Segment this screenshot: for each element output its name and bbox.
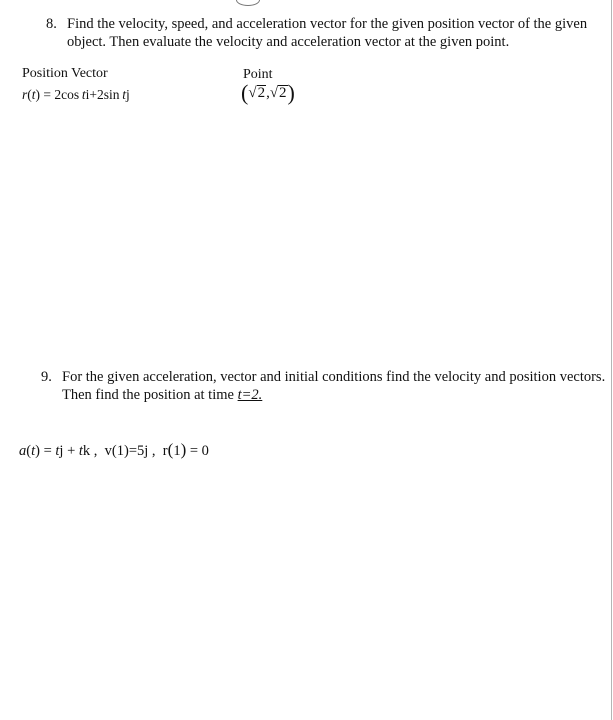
point-open-paren: (: [241, 80, 249, 105]
accel-plus: +: [67, 443, 76, 459]
problem-8: [46, 15, 602, 51]
point-root-2: 2: [279, 85, 287, 101]
initial-conditions-expression: a(t) = tj + tk , v(1)=5j , r(1) = 0: [19, 440, 209, 459]
sqrt-symbol-2: √: [269, 85, 279, 101]
separator-2: ,: [148, 443, 163, 459]
point-root-1: 2: [257, 85, 266, 101]
pv-func: r: [22, 87, 28, 102]
point-close-paren: ): [287, 80, 295, 105]
accel-unit2: k: [82, 443, 91, 459]
separator-1: ,: [90, 443, 105, 459]
pv-coef1: 2: [54, 87, 62, 102]
position-func: r: [162, 443, 168, 459]
position-arg: 1: [173, 443, 181, 459]
problem-9-text-wrap: [41, 368, 606, 404]
accel-func: a: [19, 443, 27, 459]
point-comma: ,: [266, 85, 270, 101]
position-vector-header: Position Vector: [22, 66, 108, 81]
pv-fn2: sin: [103, 87, 120, 102]
top-edge-mark: [236, 0, 260, 6]
problem-9-text: For the given acceleration, vector and initial conditions find the velocity and position vectors. Then find the position at time: [62, 369, 606, 403]
pv-var: t: [31, 87, 36, 102]
accel-term1: t: [55, 443, 60, 459]
velocity-condition: v(1)=5j: [104, 443, 149, 459]
position-value: 0: [201, 443, 209, 459]
point-header: Point: [243, 67, 273, 82]
page-edge-line: [611, 0, 612, 720]
accel-var: t: [31, 443, 36, 459]
accel-term2: t: [78, 443, 83, 459]
sqrt-symbol-1: √: [248, 85, 257, 101]
pv-arg2: t: [122, 87, 126, 102]
pv-coef2: 2: [97, 87, 104, 102]
pv-fn1: cos: [61, 87, 80, 102]
accel-unit1: j: [59, 443, 64, 459]
problem-9: [41, 368, 606, 404]
pv-unit1: i: [85, 87, 90, 102]
problem-9-time: t=2.: [237, 387, 263, 403]
problem-8-number: 8.: [46, 16, 57, 32]
point-expression: [241, 81, 295, 105]
problem-9-number: 9.: [41, 369, 52, 385]
problem-8-text: Find the velocity, speed, and acceleration vector for the given position vector of the given object. Then evaluate the velocity and acceleration vector at the given point.: [67, 16, 588, 50]
pv-plus: +: [89, 87, 97, 102]
position-vector-expression: r(t) = 2cos ti+2sin tj: [22, 87, 130, 102]
pv-arg1: t: [81, 87, 86, 102]
pv-unit2: j: [125, 87, 130, 102]
